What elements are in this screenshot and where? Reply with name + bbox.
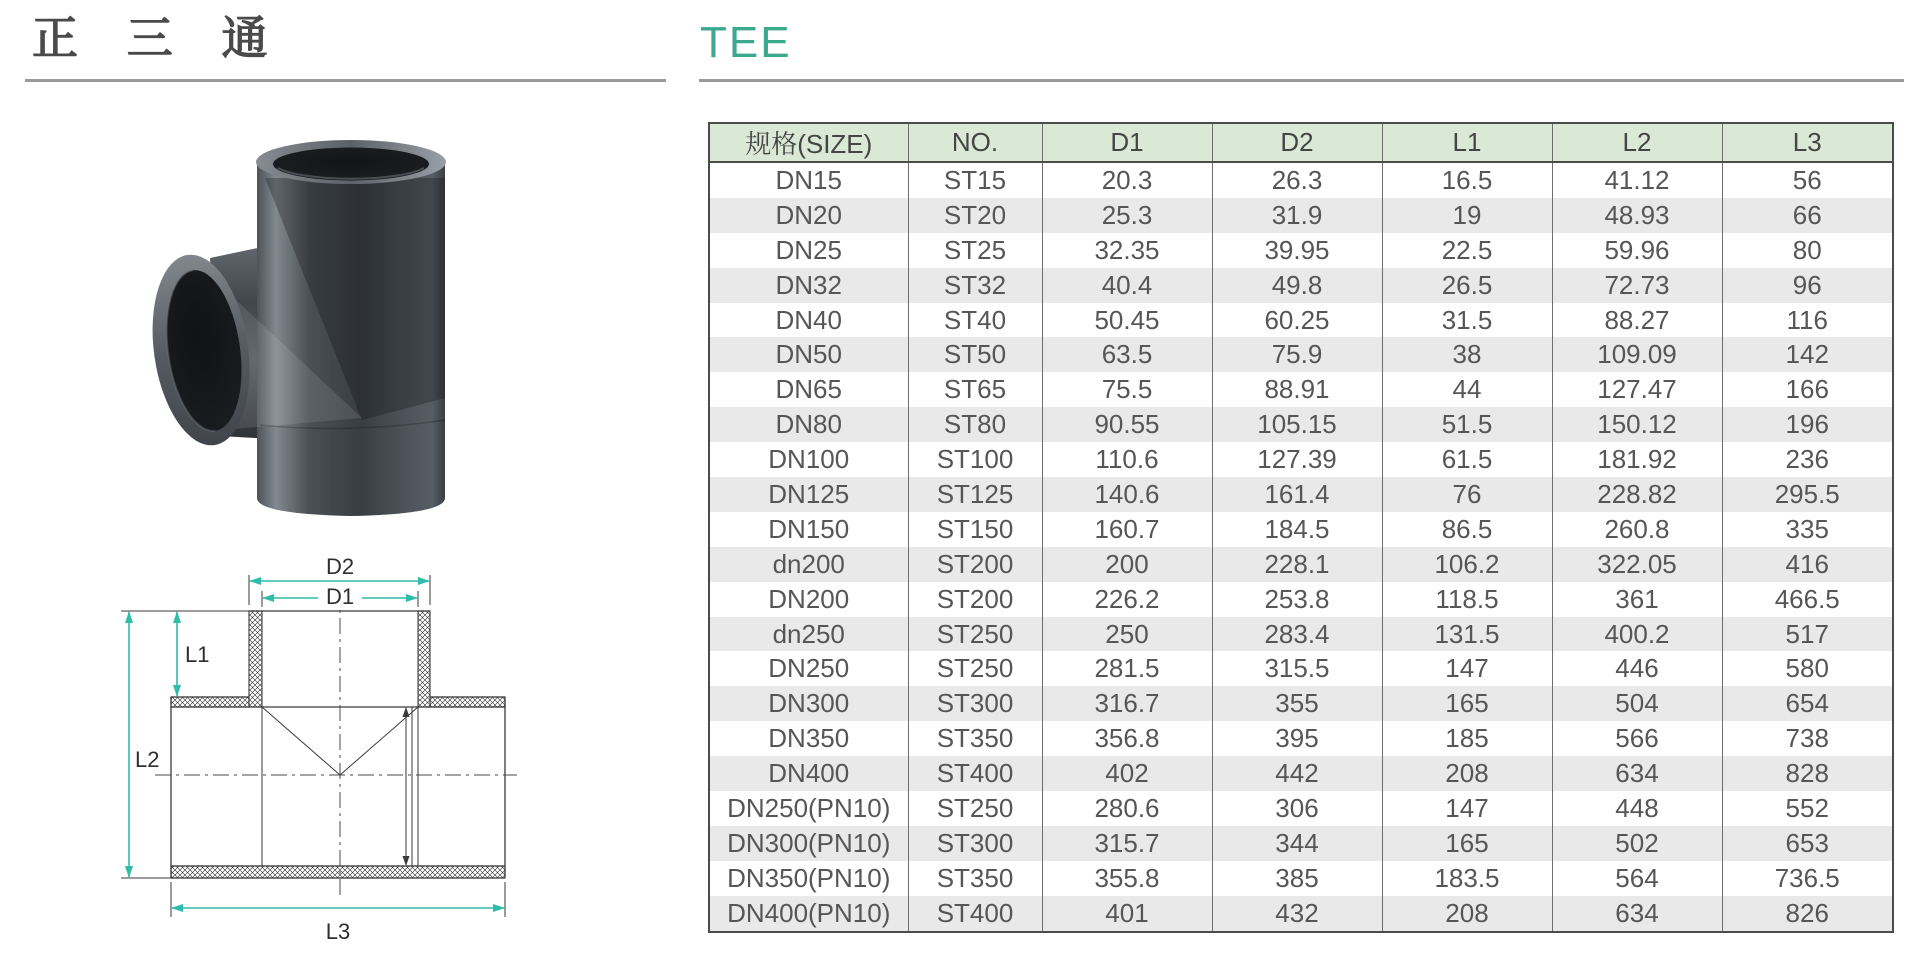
- cell-l1: 22.5: [1382, 233, 1552, 268]
- cell-no: ST20: [908, 198, 1042, 233]
- cell-d2: 49.8: [1212, 268, 1382, 303]
- cell-size: DN200: [709, 582, 908, 617]
- top-socket-hole: [273, 148, 429, 181]
- label-l1: L1: [185, 642, 210, 667]
- cell-size: DN300(PN10): [709, 826, 908, 861]
- cell-l3: 552: [1722, 791, 1893, 826]
- cell-l1: 31.5: [1382, 303, 1552, 338]
- page-title-en: TEE: [700, 18, 792, 67]
- cell-l2: 361: [1552, 582, 1722, 617]
- cell-no: ST300: [908, 686, 1042, 721]
- spec-table: [708, 122, 1894, 933]
- table-row: [709, 477, 1893, 512]
- spec-table-body: [709, 162, 1893, 932]
- cell-d2: 31.9: [1212, 198, 1382, 233]
- table-row: [709, 617, 1893, 652]
- cell-l3: 295.5: [1722, 477, 1893, 512]
- cell-size: DN400(PN10): [709, 896, 908, 932]
- label-l2: L2: [135, 747, 160, 772]
- cell-l3: 828: [1722, 756, 1893, 791]
- cell-l3: 196: [1722, 407, 1893, 442]
- tee-cross-section-drawing: [75, 555, 620, 955]
- cell-l1: 183.5: [1382, 861, 1552, 896]
- cell-no: ST40: [908, 303, 1042, 338]
- cell-size: DN300: [709, 686, 908, 721]
- cell-l3: 66: [1722, 198, 1893, 233]
- cell-d1: 250: [1042, 617, 1212, 652]
- header-d2: D2: [1212, 123, 1382, 162]
- shoulder-wall-left: [171, 697, 249, 707]
- cell-no: ST350: [908, 721, 1042, 756]
- cell-no: ST15: [908, 162, 1042, 198]
- run-outline: [171, 697, 505, 878]
- table-row: [709, 896, 1893, 932]
- cell-no: ST250: [908, 617, 1042, 652]
- cell-no: ST200: [908, 547, 1042, 582]
- table-row: [709, 721, 1893, 756]
- header-d1: D1: [1042, 123, 1212, 162]
- cell-size: DN32: [709, 268, 908, 303]
- cell-l3: 580: [1722, 651, 1893, 686]
- cell-l3: 166: [1722, 372, 1893, 407]
- cell-l1: 38: [1382, 337, 1552, 372]
- shoulder-wall-right: [430, 697, 505, 707]
- cell-l3: 80: [1722, 233, 1893, 268]
- cell-l1: 19: [1382, 198, 1552, 233]
- table-row: [709, 651, 1893, 686]
- cell-l3: 654: [1722, 686, 1893, 721]
- cell-d2: 306: [1212, 791, 1382, 826]
- cell-l1: 76: [1382, 477, 1552, 512]
- cell-l3: 653: [1722, 826, 1893, 861]
- cell-d2: 184.5: [1212, 512, 1382, 547]
- table-row: [709, 407, 1893, 442]
- branch-wall-right: [418, 611, 430, 707]
- cell-size: DN250(PN10): [709, 791, 908, 826]
- cell-size: DN20: [709, 198, 908, 233]
- cell-l2: 446: [1552, 651, 1722, 686]
- cell-no: ST200: [908, 582, 1042, 617]
- cell-d1: 90.55: [1042, 407, 1212, 442]
- cell-no: ST400: [908, 756, 1042, 791]
- cell-l2: 504: [1552, 686, 1722, 721]
- cell-l1: 185: [1382, 721, 1552, 756]
- cell-d1: 402: [1042, 756, 1212, 791]
- cell-size: DN250: [709, 651, 908, 686]
- header-l3: L3: [1722, 123, 1893, 162]
- cell-d1: 110.6: [1042, 442, 1212, 477]
- divider-right: [699, 79, 1904, 82]
- table-row: [709, 791, 1893, 826]
- pvc-tee-photo-illustration: [110, 80, 610, 520]
- dimension-drawing: [75, 555, 620, 955]
- cell-size: DN100: [709, 442, 908, 477]
- cell-no: ST250: [908, 651, 1042, 686]
- cell-l3: 335: [1722, 512, 1893, 547]
- cell-l2: 181.92: [1552, 442, 1722, 477]
- cell-d2: 315.5: [1212, 651, 1382, 686]
- cell-d1: 63.5: [1042, 337, 1212, 372]
- cell-no: ST32: [908, 268, 1042, 303]
- cell-size: dn200: [709, 547, 908, 582]
- cell-d1: 280.6: [1042, 791, 1212, 826]
- cell-d2: 26.3: [1212, 162, 1382, 198]
- cell-d1: 25.3: [1042, 198, 1212, 233]
- label-d1: D1: [325, 584, 355, 609]
- cell-no: ST80: [908, 407, 1042, 442]
- cell-d1: 315.7: [1042, 826, 1212, 861]
- table-row: [709, 826, 1893, 861]
- cell-l3: 517: [1722, 617, 1893, 652]
- cell-size: DN15: [709, 162, 908, 198]
- label-d2: D2: [325, 555, 355, 579]
- cell-d2: 88.91: [1212, 372, 1382, 407]
- cell-l1: 208: [1382, 756, 1552, 791]
- cell-no: ST100: [908, 442, 1042, 477]
- table-row: [709, 372, 1893, 407]
- cell-no: ST25: [908, 233, 1042, 268]
- cell-l3: 236: [1722, 442, 1893, 477]
- cell-l3: 466.5: [1722, 582, 1893, 617]
- cell-d1: 50.45: [1042, 303, 1212, 338]
- cell-d2: 283.4: [1212, 617, 1382, 652]
- cell-l3: 416: [1722, 547, 1893, 582]
- cell-no: ST400: [908, 896, 1042, 932]
- cell-d1: 401: [1042, 896, 1212, 932]
- table-row: [709, 268, 1893, 303]
- cell-l2: 322.05: [1552, 547, 1722, 582]
- cell-no: ST50: [908, 337, 1042, 372]
- cell-d2: 385: [1212, 861, 1382, 896]
- cell-no: ST150: [908, 512, 1042, 547]
- header-l1: L1: [1382, 123, 1552, 162]
- table-row: [709, 337, 1893, 372]
- cell-d2: 395: [1212, 721, 1382, 756]
- table-row: [709, 686, 1893, 721]
- cell-d2: 39.95: [1212, 233, 1382, 268]
- cell-l1: 26.5: [1382, 268, 1552, 303]
- cell-l2: 564: [1552, 861, 1722, 896]
- cell-d2: 60.25: [1212, 303, 1382, 338]
- cell-size: dn250: [709, 617, 908, 652]
- cell-l2: 448: [1552, 791, 1722, 826]
- table-row: [709, 162, 1893, 198]
- page-title-cn: 正 三 通: [32, 12, 286, 64]
- cell-d1: 32.35: [1042, 233, 1212, 268]
- cell-l1: 44: [1382, 372, 1552, 407]
- cell-d1: 356.8: [1042, 721, 1212, 756]
- cell-size: DN40: [709, 303, 908, 338]
- cell-l3: 736.5: [1722, 861, 1893, 896]
- cell-l1: 131.5: [1382, 617, 1552, 652]
- cell-no: ST350: [908, 861, 1042, 896]
- cell-no: ST125: [908, 477, 1042, 512]
- cell-l1: 147: [1382, 651, 1552, 686]
- cell-l1: 51.5: [1382, 407, 1552, 442]
- cell-l2: 634: [1552, 896, 1722, 932]
- cell-l1: 208: [1382, 896, 1552, 932]
- header-l2: L2: [1552, 123, 1722, 162]
- cell-d1: 355.8: [1042, 861, 1212, 896]
- table-row: [709, 442, 1893, 477]
- cell-l3: 738: [1722, 721, 1893, 756]
- cell-l3: 142: [1722, 337, 1893, 372]
- cell-d1: 200: [1042, 547, 1212, 582]
- cell-d2: 161.4: [1212, 477, 1382, 512]
- header-size: 规格(SIZE): [709, 123, 908, 162]
- table-row: [709, 547, 1893, 582]
- cell-d2: 355: [1212, 686, 1382, 721]
- table-row: [709, 861, 1893, 896]
- cell-d1: 160.7: [1042, 512, 1212, 547]
- cell-d2: 127.39: [1212, 442, 1382, 477]
- cell-l2: 566: [1552, 721, 1722, 756]
- cell-d1: 316.7: [1042, 686, 1212, 721]
- cell-size: DN350: [709, 721, 908, 756]
- branch-wall-left: [249, 611, 262, 707]
- header-no: NO.: [908, 123, 1042, 162]
- cell-size: DN125: [709, 477, 908, 512]
- cell-l1: 165: [1382, 826, 1552, 861]
- bottom-wall: [171, 866, 505, 878]
- cell-l2: 72.73: [1552, 268, 1722, 303]
- cell-l2: 88.27: [1552, 303, 1722, 338]
- cell-l2: 127.47: [1552, 372, 1722, 407]
- table-row: [709, 512, 1893, 547]
- cell-d2: 344: [1212, 826, 1382, 861]
- cell-l2: 59.96: [1552, 233, 1722, 268]
- cell-size: DN25: [709, 233, 908, 268]
- cell-d2: 442: [1212, 756, 1382, 791]
- cell-l1: 147: [1382, 791, 1552, 826]
- table-row: [709, 756, 1893, 791]
- cell-size: DN150: [709, 512, 908, 547]
- cell-no: ST65: [908, 372, 1042, 407]
- cell-d2: 105.15: [1212, 407, 1382, 442]
- cell-no: ST300: [908, 826, 1042, 861]
- cell-l2: 502: [1552, 826, 1722, 861]
- table-row: [709, 233, 1893, 268]
- table-row: [709, 303, 1893, 338]
- cell-d2: 228.1: [1212, 547, 1382, 582]
- cell-l1: 86.5: [1382, 512, 1552, 547]
- cell-d2: 253.8: [1212, 582, 1382, 617]
- table-row: [709, 198, 1893, 233]
- cell-l2: 260.8: [1552, 512, 1722, 547]
- cell-d1: 75.5: [1042, 372, 1212, 407]
- cell-size: DN80: [709, 407, 908, 442]
- cell-d2: 75.9: [1212, 337, 1382, 372]
- cell-size: DN400: [709, 756, 908, 791]
- cell-l1: 16.5: [1382, 162, 1552, 198]
- cell-l1: 118.5: [1382, 582, 1552, 617]
- cell-l3: 96: [1722, 268, 1893, 303]
- label-l3: L3: [325, 919, 351, 944]
- cell-l2: 41.12: [1552, 162, 1722, 198]
- cell-l3: 56: [1722, 162, 1893, 198]
- cell-l2: 228.82: [1552, 477, 1722, 512]
- table-header-row: [709, 123, 1893, 162]
- cell-l1: 61.5: [1382, 442, 1552, 477]
- cell-l2: 634: [1552, 756, 1722, 791]
- cell-l3: 116: [1722, 303, 1893, 338]
- cell-d2: 432: [1212, 896, 1382, 932]
- cell-size: DN350(PN10): [709, 861, 908, 896]
- cell-l2: 109.09: [1552, 337, 1722, 372]
- cell-d1: 281.5: [1042, 651, 1212, 686]
- cell-l2: 400.2: [1552, 617, 1722, 652]
- cell-l1: 106.2: [1382, 547, 1552, 582]
- table-row: [709, 582, 1893, 617]
- cell-l2: 150.12: [1552, 407, 1722, 442]
- product-photo: [110, 80, 610, 520]
- cell-d1: 40.4: [1042, 268, 1212, 303]
- cell-l2: 48.93: [1552, 198, 1722, 233]
- cell-l1: 165: [1382, 686, 1552, 721]
- cell-size: DN65: [709, 372, 908, 407]
- cell-no: ST250: [908, 791, 1042, 826]
- cell-size: DN50: [709, 337, 908, 372]
- cell-l3: 826: [1722, 896, 1893, 932]
- cell-d1: 140.6: [1042, 477, 1212, 512]
- cell-d1: 20.3: [1042, 162, 1212, 198]
- cell-d1: 226.2: [1042, 582, 1212, 617]
